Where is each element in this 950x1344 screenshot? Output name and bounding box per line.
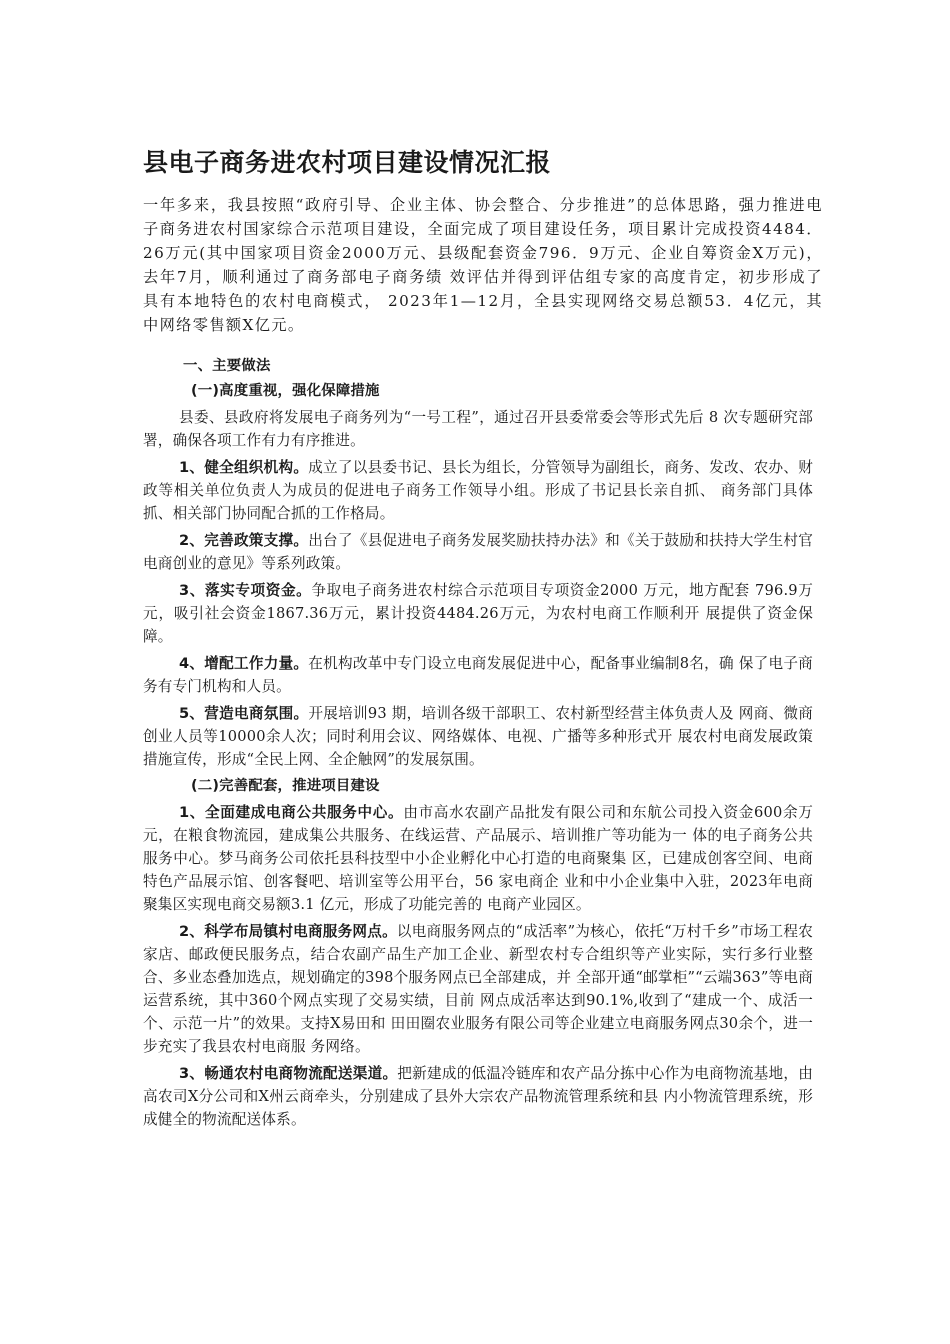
item-text: 争取电子商务进农村综合示范项目专项资金2000 万元，地方配套 796.9万元，吸引社会资金1867.36万元，累计投资4484.26万元，为农村电商工作顺利开 展提供了资金保障。 bbox=[143, 582, 813, 645]
document-body bbox=[143, 355, 813, 1135]
list-item bbox=[143, 579, 813, 648]
list-item bbox=[143, 702, 813, 771]
item-text: 出台了《县促进电子商务发展奖励扶持办法》和《关于鼓励和扶持大学生村官电商创业的意见》等系列政策。 bbox=[143, 532, 813, 572]
item-text: 开展培训93 期，培训各级干部职工、农村新型经营主体负责人及 网商、微商创业人员等10000余人次；同时利用会议、网络媒体、电视、广播等多种形式开 展农村电商发展政策措施宣传，形成“全民上网、全企触网”的发展氛围。 bbox=[143, 705, 813, 768]
section-heading-main-practices: 一、主要做法 bbox=[183, 358, 271, 374]
item-lead: 1、全面建成电商公共服务中心。 bbox=[179, 804, 404, 821]
item-lead: 3、畅通农村电商物流配送渠道。 bbox=[179, 1065, 398, 1082]
item-lead: 4、增配工作力量。 bbox=[179, 655, 309, 672]
item-text: 在机构改革中专门设立电商发展促进中心，配备事业编制8名，确 保了电子商务有专门机构和人员。 bbox=[143, 655, 813, 695]
intro-paragraph: 一年多来，我县按照“政府引导、企业主体、协会整合、分步推进”的总体思路，强力推进电子商务进农村国家综合示范项目建设，全面完成了项目建设任务，项目累计完成投资4484．26万元(其中国家项目资金2000万元、县级配套资金796．9万元、企业自筹资金X万元)，去年7月，顺利通过了商务部电子商务绩 效评估并得到评估组专家的高度肯定，初步形成了具有本地特色的农村电商模式， 2023年1—12月，全县实现网络交易总额53．4亿元，其中网络零售额X亿元。 bbox=[143, 196, 823, 334]
document-title: 县电子商务进农村项目建设情况汇报 bbox=[143, 148, 552, 177]
subsection-heading-2: (二)完善配套，推进项目建设 bbox=[191, 778, 380, 794]
list-item bbox=[143, 920, 813, 1058]
subsection-heading-1: (一)高度重视，强化保障措施 bbox=[191, 383, 380, 399]
list-item bbox=[143, 456, 813, 525]
item-lead: 2、科学布局镇村电商服务网点。 bbox=[179, 923, 397, 940]
item-text: 由市高水农副产品批发有限公司和东航公司投入资金600余万元，在粮食物流园，建成集公共服务、在线运营、产品展示、培训推广等功能为一 体的电子商务公共服务中心。梦马商务公司依托县科技型中小企业孵化中心打造的电商聚集 区，已建成创客空间、电商特色产品展示馆、创客餐吧、培训室等公用平台，56 家电商企 业和中小企业集中入驻，2023年电商聚集区实现电商交易额3.1 亿元，形成了功能完善的 电商产业园区。 bbox=[143, 804, 814, 913]
list-item bbox=[143, 1062, 813, 1131]
item-lead: 2、完善政策支撑。 bbox=[179, 532, 309, 549]
list-item bbox=[143, 652, 813, 698]
item-lead: 3、落实专项资金。 bbox=[179, 582, 312, 599]
item-text: 以电商服务网点的“成活率”为核心，依托“万村千乡”市场工程农家店、邮政便民服务点，结合农副产品生产加工企业、新型农村专合组织等产业实际，实行多行业整合、多业态叠加选点，规划确定的398个服务网点已全部建成，并 全部开通“邮掌柜”“云端363”等电商运营系统，其中360个网点实现了交易实绩，目前 网点成活率达到90.1%,收到了“建成一个、成活一个、示范一片”的效果。支持X易田和 田田圈农业服务有限公司等企业建立电商服务网点30余个，进一步充实了我县农村电商服 务网络。 bbox=[143, 923, 813, 1055]
subsection-1-intro: 县委、县政府将发展电子商务列为“一号工程”，通过召开县委常委会等形式先后 8 次专题研究部署，确保各项工作有力有序推进。 bbox=[143, 409, 813, 449]
list-item bbox=[143, 529, 813, 575]
item-text: 把新建成的低温冷链库和农产品分拣中心作为电商物流基地，由高农司X分公司和X州云商牵头，分别建成了县外大宗农产品物流管理系统和县 内小物流管理系统，形成健全的物流配送体系。 bbox=[143, 1065, 814, 1128]
list-item bbox=[143, 801, 813, 916]
item-lead: 5、营造电商氛围。 bbox=[179, 705, 309, 722]
item-lead: 1、健全组织机构。 bbox=[179, 459, 309, 476]
item-text: 成立了以县委书记、县长为组长，分管领导为副组长，商务、发改、农办、财政等相关单位负责人为成员的促进电子商务工作领导小组。形成了书记县长亲自抓、 商务部门具体抓、相关部门协同配合抓的工作格局。 bbox=[143, 459, 813, 522]
